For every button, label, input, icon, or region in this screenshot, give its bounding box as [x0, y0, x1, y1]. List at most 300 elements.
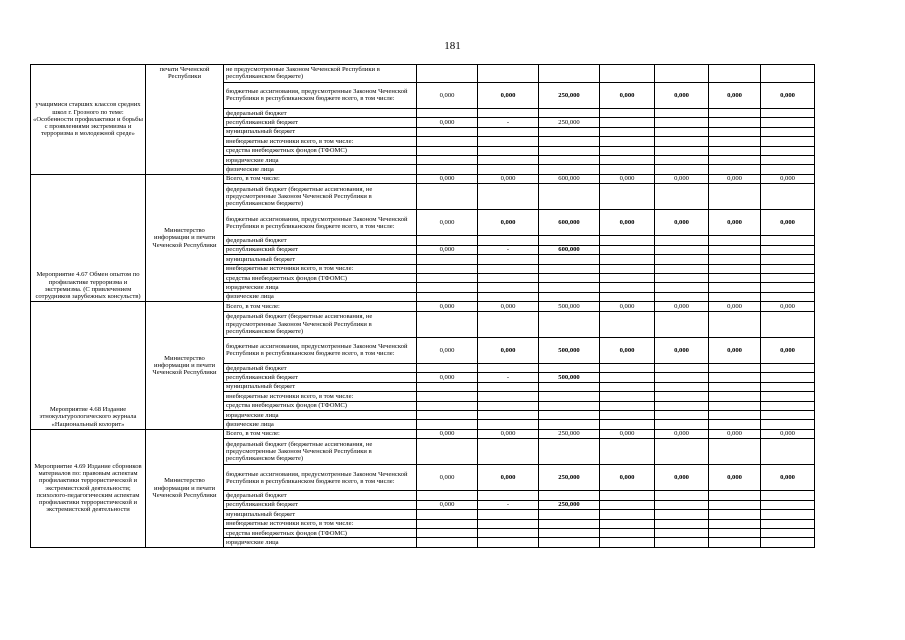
amount-cell: 0,000 [709, 82, 761, 108]
amount-cell [655, 155, 709, 164]
amount-cell [600, 184, 655, 210]
amount-cell [600, 155, 655, 164]
amount-cell [417, 108, 478, 117]
activity-name: Мероприятие 4.68 Издание этнокультурологического журнала «Национальный колорит» [31, 302, 146, 430]
amount-cell [478, 264, 539, 273]
funding-source: внебюджетные источники всего, в том числе: [224, 137, 417, 146]
amount-cell: 0,000 [600, 174, 655, 183]
amount-cell: 0,000 [761, 465, 815, 491]
amount-cell [417, 65, 478, 83]
amount-cell [600, 420, 655, 429]
amount-cell [655, 146, 709, 155]
amount-cell [709, 236, 761, 245]
amount-cell [600, 108, 655, 117]
amount-cell [600, 529, 655, 538]
amount-cell: 0,000 [478, 174, 539, 183]
amount-cell [655, 118, 709, 127]
amount-cell [761, 439, 815, 465]
amount-cell [539, 155, 600, 164]
responsible-executor: Министерство информации и печати Чеченской Республики [146, 302, 224, 430]
amount-cell: 0,000 [417, 302, 478, 311]
amount-cell: - [478, 245, 539, 254]
amount-cell [655, 392, 709, 401]
amount-cell [709, 519, 761, 528]
amount-cell [761, 236, 815, 245]
activity-name: Мероприятие 4.69 Издание сборников материалов по: правовым аспектам профилактики террористической и экстремистской деятельности; психолого-педагогическим аспектам профилактики террористической и экстремистской деятельности [31, 429, 146, 547]
amount-cell: 0,000 [417, 337, 478, 363]
amount-cell [761, 420, 815, 429]
amount-cell: 0,000 [478, 429, 539, 438]
amount-cell [417, 420, 478, 429]
amount-cell [478, 274, 539, 283]
amount-cell: 0,000 [600, 302, 655, 311]
amount-cell [600, 137, 655, 146]
amount-cell [709, 283, 761, 292]
amount-cell: 0,000 [761, 302, 815, 311]
amount-cell: - [478, 500, 539, 509]
funding-source: муниципальный бюджет [224, 255, 417, 264]
amount-cell: 0,000 [478, 465, 539, 491]
amount-cell [417, 363, 478, 372]
amount-cell [709, 146, 761, 155]
amount-cell [709, 491, 761, 500]
amount-cell [478, 292, 539, 301]
amount-cell: 250,000 [539, 82, 600, 108]
funding-source: федеральный бюджет [224, 108, 417, 117]
funding-source: республиканский бюджет [224, 245, 417, 254]
funding-source: Всего, в том числе: [224, 174, 417, 183]
amount-cell [761, 245, 815, 254]
table-row [31, 302, 873, 311]
amount-cell: 0,000 [600, 337, 655, 363]
responsible-executor: Министерство информации и печати Чеченской Республики [146, 174, 224, 302]
amount-cell [417, 510, 478, 519]
amount-cell [539, 363, 600, 372]
amount-cell: - [478, 118, 539, 127]
amount-cell [539, 538, 600, 547]
amount-cell: 0,000 [655, 465, 709, 491]
amount-cell [478, 137, 539, 146]
amount-cell: 0,000 [417, 82, 478, 108]
amount-cell: 0,000 [417, 500, 478, 509]
amount-cell [761, 491, 815, 500]
amount-cell [600, 118, 655, 127]
amount-cell [539, 311, 600, 337]
amount-cell [478, 439, 539, 465]
amount-cell [478, 382, 539, 391]
amount-cell: 0,000 [655, 82, 709, 108]
amount-cell [600, 127, 655, 136]
amount-cell [709, 245, 761, 254]
amount-cell [539, 420, 600, 429]
funding-source: бюджетные ассигнования, предусмотренные Законом Чеченской Республики в республиканском бюджете всего, в том числе: [224, 337, 417, 363]
funding-source: республиканский бюджет [224, 373, 417, 382]
amount-cell [417, 264, 478, 273]
funding-source: физические лица [224, 292, 417, 301]
amount-cell [478, 184, 539, 210]
funding-source: муниципальный бюджет [224, 127, 417, 136]
amount-cell [761, 292, 815, 301]
amount-cell [709, 500, 761, 509]
amount-cell [655, 236, 709, 245]
amount-cell [655, 439, 709, 465]
amount-cell [709, 292, 761, 301]
amount-cell: 0,000 [709, 210, 761, 236]
amount-cell [478, 65, 539, 83]
funding-source: федеральный бюджет [224, 363, 417, 372]
amount-cell [600, 292, 655, 301]
amount-cell [761, 401, 815, 410]
funding-source: бюджетные ассигнования, предусмотренные Законом Чеченской Республики в республиканском бюджете всего, в том числе: [224, 210, 417, 236]
amount-cell [539, 264, 600, 273]
amount-cell: 0,000 [417, 373, 478, 382]
amount-cell [539, 236, 600, 245]
amount-cell [417, 255, 478, 264]
amount-cell [417, 439, 478, 465]
amount-cell: 0,000 [655, 302, 709, 311]
amount-cell: 250,000 [539, 429, 600, 438]
budget-table [30, 64, 873, 548]
amount-cell [761, 118, 815, 127]
amount-cell [417, 401, 478, 410]
amount-cell [709, 274, 761, 283]
amount-cell: 0,000 [478, 210, 539, 236]
amount-cell [417, 519, 478, 528]
amount-cell [600, 146, 655, 155]
amount-cell [709, 264, 761, 273]
amount-cell [709, 538, 761, 547]
amount-cell: 600,000 [539, 210, 600, 236]
amount-cell [478, 108, 539, 117]
amount-cell [655, 245, 709, 254]
amount-cell [600, 439, 655, 465]
amount-cell [761, 108, 815, 117]
amount-cell [655, 382, 709, 391]
amount-cell [709, 108, 761, 117]
funding-source: Всего, в том числе: [224, 429, 417, 438]
amount-cell [761, 529, 815, 538]
amount-cell [417, 410, 478, 419]
funding-source: федеральный бюджет (бюджетные ассигнования, не предусмотренные Законом Чеченской Республики в республиканском бюджете) [224, 184, 417, 210]
amount-cell [600, 65, 655, 83]
amount-cell [478, 538, 539, 547]
amount-cell [761, 165, 815, 174]
amount-cell [709, 373, 761, 382]
funding-source: внебюджетные источники всего, в том числе: [224, 519, 417, 528]
amount-cell [417, 274, 478, 283]
amount-cell [655, 292, 709, 301]
amount-cell [539, 401, 600, 410]
amount-cell [539, 65, 600, 83]
amount-cell: 500,000 [539, 337, 600, 363]
funding-source: республиканский бюджет [224, 118, 417, 127]
amount-cell [600, 245, 655, 254]
funding-source: муниципальный бюджет [224, 510, 417, 519]
amount-cell [655, 65, 709, 83]
amount-cell [600, 264, 655, 273]
funding-source: средства внебюджетных фондов (ТФОМС) [224, 529, 417, 538]
activity-name: Мероприятие 4.67 Обмен опытом по профилактике терроризма и экстремизма. (С привлечением сотрудников зарубежных консульств) [31, 174, 146, 302]
amount-cell: 500,000 [539, 373, 600, 382]
amount-cell [709, 382, 761, 391]
amount-cell [655, 538, 709, 547]
amount-cell [655, 127, 709, 136]
amount-cell [539, 529, 600, 538]
amount-cell [761, 373, 815, 382]
amount-cell: 0,000 [761, 174, 815, 183]
amount-cell [539, 382, 600, 391]
amount-cell [417, 311, 478, 337]
amount-cell: 250,000 [539, 118, 600, 127]
amount-cell [655, 274, 709, 283]
amount-cell [417, 392, 478, 401]
amount-cell [539, 108, 600, 117]
amount-cell [478, 165, 539, 174]
funding-source: республиканский бюджет [224, 500, 417, 509]
amount-cell [761, 264, 815, 273]
amount-cell [761, 392, 815, 401]
funding-source: средства внебюджетных фондов (ТФОМС) [224, 274, 417, 283]
amount-cell [478, 311, 539, 337]
amount-cell [655, 510, 709, 519]
amount-cell: 0,000 [478, 337, 539, 363]
amount-cell [417, 184, 478, 210]
amount-cell [417, 529, 478, 538]
amount-cell [478, 392, 539, 401]
amount-cell [600, 373, 655, 382]
amount-cell: 0,000 [478, 82, 539, 108]
amount-cell [600, 236, 655, 245]
amount-cell [478, 519, 539, 528]
amount-cell [655, 373, 709, 382]
funding-source: юридические лица [224, 410, 417, 419]
amount-cell: 0,000 [478, 302, 539, 311]
amount-cell [417, 538, 478, 547]
amount-cell [478, 146, 539, 155]
amount-cell [709, 529, 761, 538]
amount-cell: 0,000 [709, 337, 761, 363]
amount-cell: 0,000 [417, 245, 478, 254]
amount-cell [600, 519, 655, 528]
amount-cell [478, 363, 539, 372]
amount-cell [709, 255, 761, 264]
amount-cell [761, 311, 815, 337]
amount-cell [539, 184, 600, 210]
amount-cell: 0,000 [417, 429, 478, 438]
amount-cell: 600,000 [539, 174, 600, 183]
amount-cell [655, 491, 709, 500]
amount-cell: 0,000 [417, 210, 478, 236]
amount-cell [709, 65, 761, 83]
amount-cell [709, 439, 761, 465]
amount-cell [761, 538, 815, 547]
amount-cell [539, 439, 600, 465]
funding-source: физические лица [224, 420, 417, 429]
amount-cell: 250,000 [539, 465, 600, 491]
amount-cell [417, 137, 478, 146]
amount-cell [655, 420, 709, 429]
amount-cell [600, 500, 655, 509]
amount-cell [539, 274, 600, 283]
amount-cell [655, 184, 709, 210]
amount-cell [655, 500, 709, 509]
amount-cell [655, 165, 709, 174]
funding-source: бюджетные ассигнования, предусмотренные Законом Чеченской Республики в республиканском бюджете всего, в том числе: [224, 82, 417, 108]
amount-cell [539, 392, 600, 401]
amount-cell [709, 392, 761, 401]
amount-cell [761, 410, 815, 419]
amount-cell [417, 236, 478, 245]
amount-cell [478, 155, 539, 164]
amount-cell [417, 292, 478, 301]
amount-cell: 0,000 [761, 210, 815, 236]
amount-cell [539, 519, 600, 528]
amount-cell: 0,000 [709, 429, 761, 438]
amount-cell [539, 146, 600, 155]
amount-cell [478, 401, 539, 410]
amount-cell [600, 255, 655, 264]
funding-source: средства внебюджетных фондов (ТФОМС) [224, 146, 417, 155]
amount-cell [417, 491, 478, 500]
amount-cell: 0,000 [655, 337, 709, 363]
amount-cell [709, 118, 761, 127]
funding-source: федеральный бюджет [224, 491, 417, 500]
amount-cell: 0,000 [709, 465, 761, 491]
amount-cell [655, 264, 709, 273]
amount-cell: 0,000 [417, 465, 478, 491]
amount-cell [539, 491, 600, 500]
amount-cell [709, 127, 761, 136]
amount-cell [655, 283, 709, 292]
amount-cell [655, 401, 709, 410]
amount-cell [600, 510, 655, 519]
amount-cell [600, 538, 655, 547]
amount-cell [539, 165, 600, 174]
amount-cell: 0,000 [655, 210, 709, 236]
funding-source: Всего, в том числе: [224, 302, 417, 311]
amount-cell: 0,000 [600, 429, 655, 438]
funding-source: юридические лица [224, 283, 417, 292]
amount-cell [417, 165, 478, 174]
amount-cell [709, 155, 761, 164]
funding-source: юридические лица [224, 538, 417, 547]
amount-cell: 0,000 [600, 465, 655, 491]
amount-cell [600, 491, 655, 500]
amount-cell: 0,000 [417, 118, 478, 127]
amount-cell [478, 283, 539, 292]
amount-cell [761, 510, 815, 519]
amount-cell [417, 382, 478, 391]
amount-cell [600, 392, 655, 401]
amount-cell [539, 127, 600, 136]
amount-cell [709, 165, 761, 174]
amount-cell [709, 401, 761, 410]
amount-cell [478, 236, 539, 245]
amount-cell [709, 420, 761, 429]
amount-cell [417, 155, 478, 164]
amount-cell [655, 255, 709, 264]
amount-cell [655, 363, 709, 372]
amount-cell [539, 292, 600, 301]
amount-cell [709, 363, 761, 372]
amount-cell [761, 255, 815, 264]
amount-cell: 0,000 [600, 82, 655, 108]
amount-cell [539, 510, 600, 519]
amount-cell [478, 410, 539, 419]
funding-source: федеральный бюджет (бюджетные ассигнования, не предусмотренные Законом Чеченской Республики в республиканском бюджете) [224, 439, 417, 465]
funding-source: бюджетные ассигнования, предусмотренные Законом Чеченской Республики в республиканском бюджете всего, в том числе: [224, 465, 417, 491]
funding-source: средства внебюджетных фондов (ТФОМС) [224, 401, 417, 410]
table-row [31, 65, 873, 83]
amount-cell: 600,000 [539, 245, 600, 254]
responsible-executor: печати Чеченской Республики [146, 65, 224, 175]
amount-cell: 500,000 [539, 302, 600, 311]
amount-cell: 0,000 [417, 174, 478, 183]
amount-cell [539, 255, 600, 264]
amount-cell [761, 500, 815, 509]
amount-cell [478, 491, 539, 500]
table-row [31, 429, 873, 438]
amount-cell [655, 311, 709, 337]
amount-cell [417, 146, 478, 155]
amount-cell: 0,000 [761, 82, 815, 108]
funding-source: физические лица [224, 165, 417, 174]
amount-cell [600, 363, 655, 372]
amount-cell: 0,000 [761, 337, 815, 363]
funding-source: муниципальный бюджет [224, 382, 417, 391]
amount-cell [761, 519, 815, 528]
amount-cell [655, 529, 709, 538]
amount-cell [761, 184, 815, 210]
amount-cell [761, 382, 815, 391]
amount-cell: - [478, 373, 539, 382]
amount-cell [709, 311, 761, 337]
amount-cell [539, 137, 600, 146]
funding-source: внебюджетные источники всего, в том числе: [224, 264, 417, 273]
amount-cell [600, 283, 655, 292]
amount-cell [655, 108, 709, 117]
amount-cell [655, 410, 709, 419]
amount-cell [709, 410, 761, 419]
responsible-executor: Министерство информации и печати Чеченской Республики [146, 429, 224, 547]
page-number: 181 [444, 40, 461, 52]
amount-cell [539, 283, 600, 292]
funding-source: федеральный бюджет [224, 236, 417, 245]
amount-cell: 0,000 [655, 429, 709, 438]
amount-cell [478, 127, 539, 136]
amount-cell [761, 283, 815, 292]
amount-cell: 0,000 [655, 174, 709, 183]
amount-cell: 0,000 [761, 429, 815, 438]
table-row [31, 174, 873, 183]
amount-cell [761, 146, 815, 155]
amount-cell: 0,000 [709, 174, 761, 183]
amount-cell [600, 382, 655, 391]
table-body [31, 65, 873, 548]
amount-cell [600, 311, 655, 337]
amount-cell: 0,000 [600, 210, 655, 236]
amount-cell [761, 363, 815, 372]
amount-cell [478, 255, 539, 264]
amount-cell [539, 410, 600, 419]
amount-cell: 0,000 [709, 302, 761, 311]
amount-cell [709, 137, 761, 146]
funding-source: юридические лица [224, 155, 417, 164]
activity-name: учащимися старших классов средних школ г. Грозного по теме: «Особенности профилактики и борьбы с проявлениями экстремизма и терроризма в молодежной среде» [31, 65, 146, 175]
amount-cell [761, 137, 815, 146]
amount-cell [600, 401, 655, 410]
amount-cell [709, 510, 761, 519]
